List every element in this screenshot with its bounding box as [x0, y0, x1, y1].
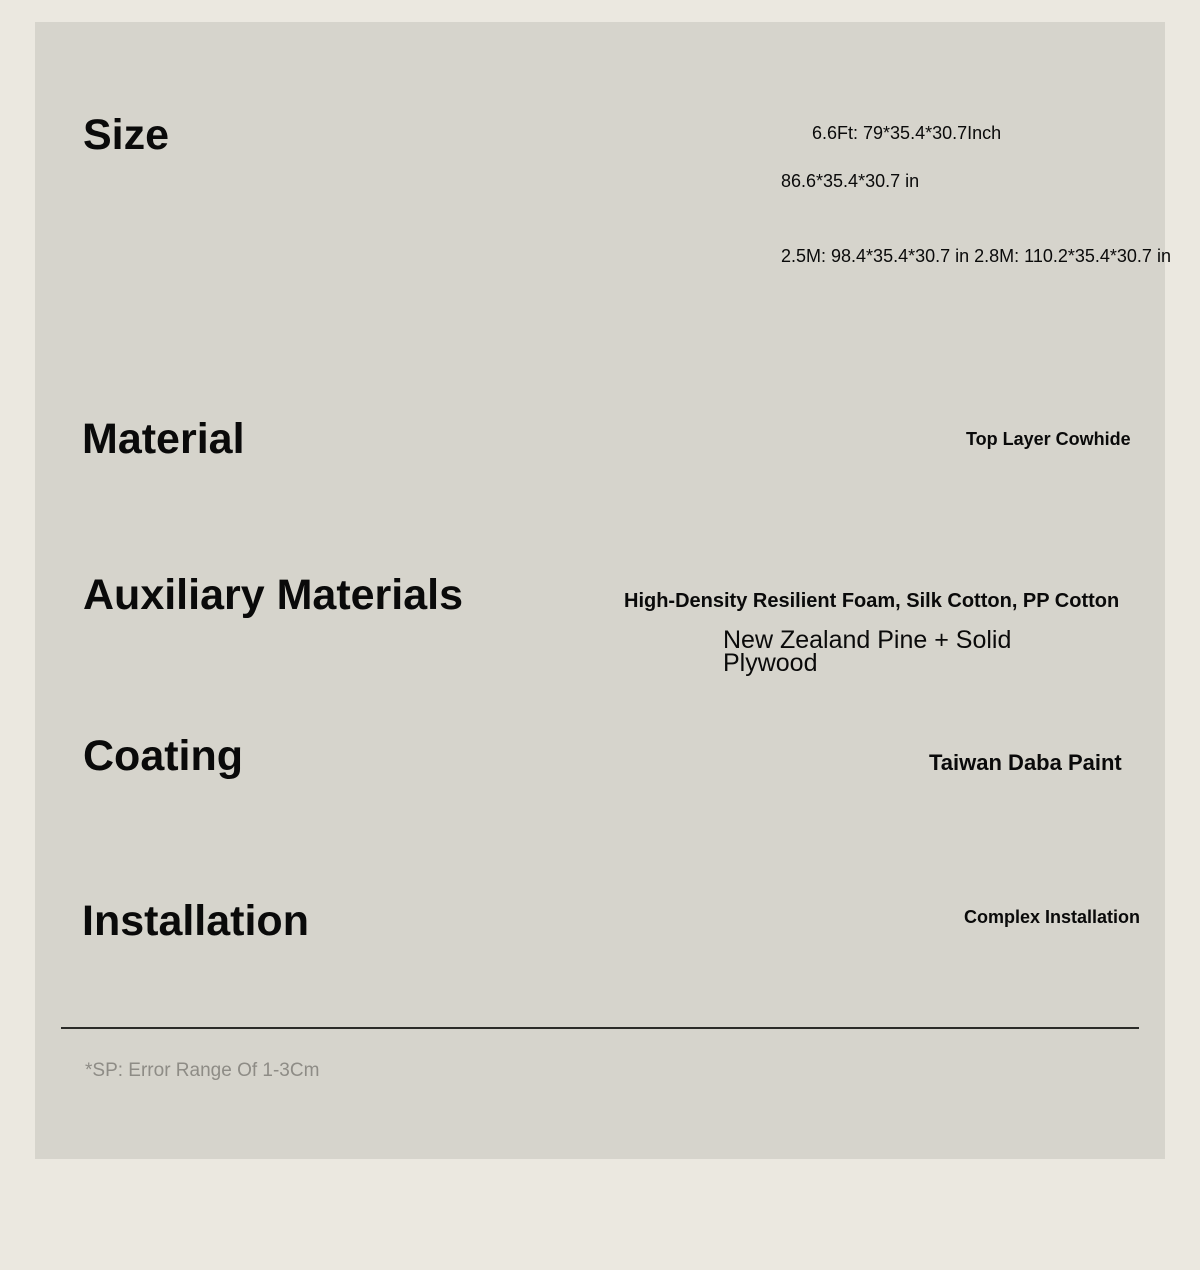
size-value-3: 2.5M: 98.4*35.4*30.7 in 2.8M: 110.2*35.4*30.7 in	[781, 246, 1171, 266]
coating-value: Taiwan Daba Paint	[929, 750, 1122, 775]
size-value-2: 86.6*35.4*30.7 in	[781, 171, 920, 191]
size-value-1: 6.6Ft: 79*35.4*30.7Inch	[812, 123, 1002, 143]
installation-value: Complex Installation	[964, 907, 1141, 927]
auxiliary-materials-label: Auxiliary Materials	[83, 571, 464, 619]
material-value: Top Layer Cowhide	[966, 429, 1131, 449]
footnote: *SP: Error Range Of 1-3Cm	[85, 1060, 320, 1081]
coating-label: Coating	[83, 732, 244, 780]
material-label: Material	[82, 415, 245, 463]
auxiliary-materials-value-2: New Zealand Pine + Solid	[723, 626, 1012, 654]
auxiliary-materials-value-1: High-Density Resilient Foam, Silk Cotton, PP Cotton	[624, 590, 1120, 612]
installation-label: Installation	[82, 897, 309, 945]
size-label: Size	[83, 111, 170, 159]
divider	[61, 1027, 1139, 1029]
auxiliary-materials-value-3: Plywood	[723, 649, 818, 677]
